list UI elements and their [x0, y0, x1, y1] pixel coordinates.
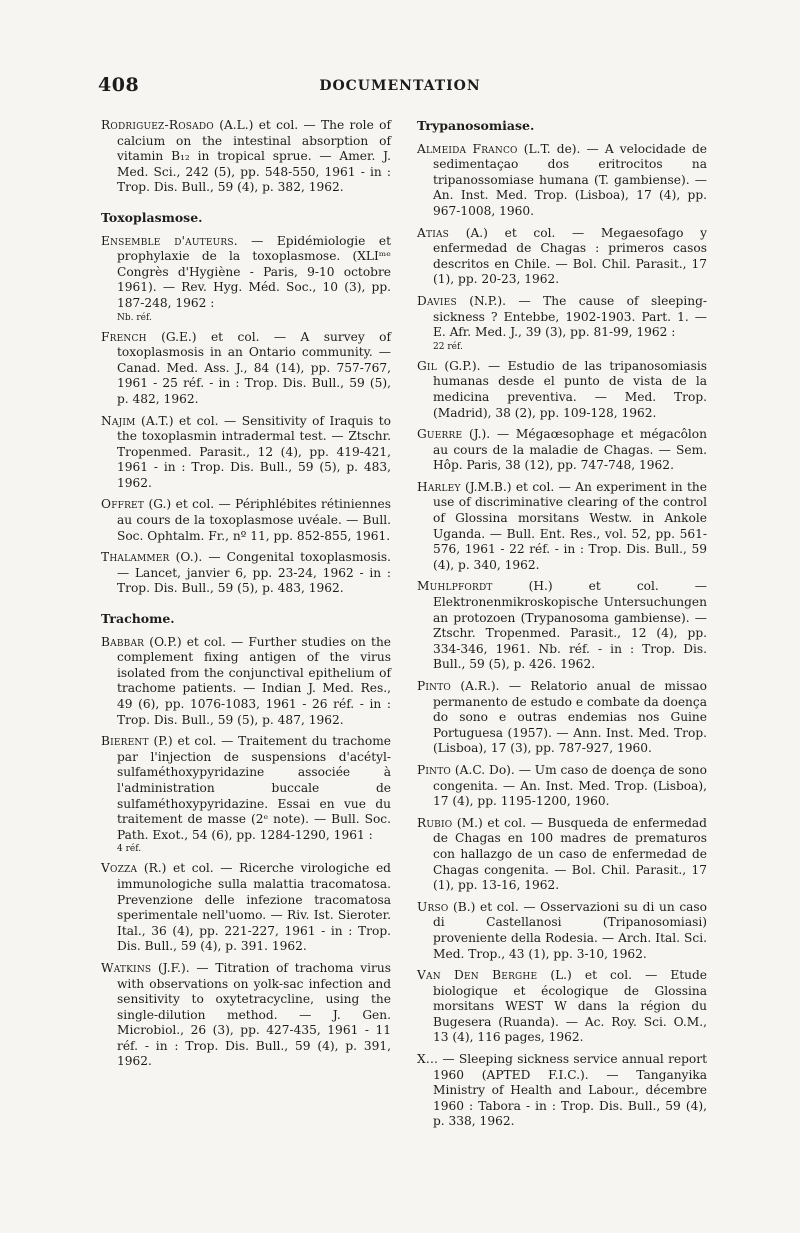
bibliography-entry	[101, 118, 391, 196]
entry-author: Ensemble d'auteurs	[101, 233, 234, 248]
running-title: DOCUMENTATION	[319, 78, 481, 94]
bibliography-entry	[417, 294, 707, 353]
entry-citation: — Sleeping sickness service annual report 1960 (APTED F.I.C.). — Tanganyika Ministry of Health and Labour., décembre 1960 : Tabora - in : Trop. Dis. Bull., 59 (4), p. 338, 1962.	[433, 1052, 707, 1129]
entry-author: Gil	[417, 358, 437, 373]
bibliography-entry	[417, 968, 707, 1046]
bibliography-entry	[101, 961, 391, 1070]
section-heading: Trypanosomiase.	[417, 118, 535, 133]
entry-author: X...	[417, 1052, 439, 1067]
bibliography-entry	[417, 142, 707, 220]
page-number: 408	[98, 74, 140, 96]
entry-author: Offret	[101, 497, 145, 512]
entry-author: Vozza	[101, 861, 138, 876]
entry-author: Bierent	[101, 734, 149, 749]
entry-reference-note: Nb. réf.	[117, 312, 152, 323]
entry-author: Pinto	[417, 679, 452, 693]
section-heading: Toxoplasmose.	[101, 209, 203, 225]
entry-citation: (G.) et col. — Périphlébites rétiniennes au cours de la toxoplasmose uvéale. — Bull. Soc. Ophtalm. Fr., nº 11, pp. 852-855, 1961.	[117, 497, 391, 543]
bibliography-entry	[417, 763, 707, 810]
entry-author: Harley	[417, 479, 461, 494]
entry-citation: (P.) et col. — Traitement du trachome par l'injection de suspensions d'acétyl-sulfaméthoxypyridazine associée à l'administration buccale de sulfaméthoxypyridazine. Essai en vue du traitement de masse (2ᵉ note). — Bull. Soc. Path. Exot., 54 (6), pp. 1284-1290, 1961 :	[117, 734, 391, 842]
entry-citation: (J.). — Mégaœsophage et mégacôlon au cours de la maladie de Chagas. — Sem. Hôp. Paris, 38 (12), pp. 747-748, 1962.	[433, 427, 707, 473]
section-heading: Trachome.	[101, 611, 175, 627]
bibliography-entry	[101, 635, 391, 729]
entry-citation: (J.F.). — Titration of trachoma virus with observations on yolk-sac infection and sensitivity to oxytetracycline, using the single-dilution method. — J. Gen. Microbiol., 26 (3), pp. 427-435, 1961 - 11 réf. - in : Trop. Dis. Bull., 59 (4), p. 391, 1962.	[117, 960, 391, 1069]
bibliography-entry	[101, 861, 391, 955]
bibliography-entry	[101, 497, 391, 544]
bibliography-entry	[101, 330, 391, 408]
left-column	[101, 118, 391, 1076]
entry-author: Urso	[417, 899, 449, 914]
entry-author: Watkins	[101, 960, 152, 975]
entry-author: Almeida Franco	[417, 141, 518, 156]
bibliography-entry	[417, 359, 707, 421]
right-column	[417, 118, 707, 1136]
bibliography-entry	[101, 234, 391, 324]
entry-author: Najim	[101, 413, 136, 428]
entry-author: Thalammer	[101, 550, 170, 565]
bibliography-entry	[417, 679, 707, 757]
entry-citation: (A.) et col. — Megaesofago y enfermedad de Chagas : primeros casos descritos en Chile. — Bol. Chil. Parasit., 17 (1), pp. 20-23, 1962.	[433, 225, 707, 287]
bibliography-entry	[101, 734, 391, 855]
entry-citation: (N.P.). — The cause of sleeping-sickness ? Entebbe, 1902-1903. Part. 1. — E. Afr. Med. J., 39 (3), pp. 81-99, 1962 :	[433, 293, 707, 340]
entry-author: French	[101, 329, 147, 344]
entry-author: Davies	[417, 293, 457, 308]
bibliography-entry	[417, 1052, 707, 1130]
entry-citation: (O.P.) et col. — Further studies on the complement fixing antigen of the virus isolated from the conjunctival epithelium of trachome patients. — Indian J. Med. Res., 49 (6), pp. 1076-1083, 1961 - 26 réf. - in : Trop. Dis. Bull., 59 (5), p. 487, 1962.	[117, 634, 391, 727]
entry-citation: (G.P.). — Estudio de las tripanosomiasis humanas desde el punto de vista de la medicina preventiva. — Med. Trop. (Madrid), 38 (2), pp. 109-128, 1962.	[433, 358, 707, 420]
entry-author: Babbar	[101, 634, 145, 649]
entry-reference-note: 22 réf.	[433, 341, 463, 352]
entry-citation: (A.T.) et col. — Sensitivity of Iraquis to the toxoplasmin intradermal test. — Ztschr. Tropenmed. Parasit., 12 (4), pp. 419-421, 1961 - in : Trop. Dis. Bull., 59 (5), p. 483, 1962.	[117, 413, 391, 490]
entry-citation: (J.M.B.) et col. — An experiment in the use of discriminative clearing of the control of Glossina morsitans Westw. in Ankole Uganda. — Bull. Ent. Res., vol. 52, pp. 561-576, 1961 - 22 réf. - in : Trop. Dis. Bull., 59 (4), p. 340, 1962.	[433, 479, 707, 572]
entry-reference-note: 4 réf.	[117, 844, 142, 855]
bibliography-entry	[417, 480, 707, 574]
bibliography-entry	[101, 550, 391, 597]
entry-author: Van Den Berghe	[417, 968, 538, 983]
entry-author: Atias	[417, 225, 450, 240]
entry-citation: (L.) et col. — Etude biologique et écologique de Glossina morsitans WEST W dans la région du Bugesera (Ruanda). — Ac. Roy. Sci. O.M., 13 (4), 116 pages, 1962.	[433, 968, 707, 1045]
entry-citation: (A.L.) et col. — The role of calcium on the intestinal absorption of vitamin B₁₂ in tropical sprue. — Amer. J. Med. Sci., 242 (5), pp. 548-550, 1961 - in : Trop. Dis. Bull., 59 (4), p. 382, 1962.	[117, 118, 391, 195]
entry-citation: (M.) et col. — Busqueda de enfermedad de Chagas en 100 madres de prematuros con hallazgo de un caso de enfermedad de Chagas congenita. — Bol. Chil. Parasit., 17 (1), pp. 13-16, 1962.	[433, 815, 707, 893]
bibliography-entry	[417, 816, 707, 894]
entry-author: Rubio	[417, 815, 453, 830]
bibliography-entry	[417, 900, 707, 962]
entry-citation: (H.) et col. — Elektronenmikroskopische Untersuchungen an protozoen (Trypanosoma gambiense). — Ztschr. Tropenmed. Parasit., 12 (4), pp. 334-346, 1961. Nb. réf. - in : Trop. Dis. Bull., 59 (5), p. 426. 1962.	[433, 579, 707, 672]
entry-citation: (A.C. Do). — Um caso de doença de sono congenita. — An. Inst. Med. Trop. (Lisboa), 17 (4), pp. 1195-1200, 1960.	[433, 762, 707, 809]
bibliography-entry	[101, 414, 391, 492]
bibliography-entry	[417, 427, 707, 474]
entry-citation: (B.) et col. — Osservazioni su di un caso di Castellanosi (Tripanosomiasi) proveniente della Rodesia. — Arch. Ital. Sci. Med. Trop., 43 (1), pp. 3-10, 1962.	[433, 899, 707, 961]
entry-author: Muhlpfordt	[417, 579, 493, 594]
entry-citation: (R.) et col. — Ricerche virologiche ed immunologiche sulla malattia tracomatosa. Prevenzione delle infezione tracomatosa sperimentale nell'uomo. — Riv. Ist. Sieroter. Ital., 36 (4), pp. 221-227, 1961 - in : Trop. Dis. Bull., 59 (4), p. 391. 1962.	[117, 861, 391, 954]
entry-citation: (A.R.). — Relatorio anual de missao permanento de estudo e combate da doença do sono e outras endemias nos Guine Portuguesa (1957). — Ann. Inst. Med. Trop. (Lisboa), 17 (3), pp. 787-927, 1960.	[433, 679, 707, 756]
entry-citation: (G.E.) et col. — A survey of toxoplasmosis in an Ontario community. — Canad. Med. Ass. J., 84 (14), pp. 757-767, 1961 - 25 réf. - in : Trop. Dis. Bull., 59 (5), p. 482, 1962.	[117, 329, 391, 406]
entry-author: Rodriguez-Rosado	[101, 118, 214, 132]
bibliography-entry	[417, 226, 707, 288]
entry-citation: (O.). — Congenital toxoplasmosis. — Lancet, janvier 6, pp. 23-24, 1962 - in : Trop. Dis. Bull., 59 (5), p. 483, 1962.	[117, 550, 391, 596]
bibliography-entry	[417, 579, 707, 673]
entry-author: Guerre	[417, 427, 463, 442]
entry-author: Pinto	[417, 762, 452, 777]
entry-citation: . — Epidémiologie et prophylaxie de la toxoplasmose. (XLIᵐᵉ Congrès d'Hygiène - Paris, 9-10 octobre 1961). — Rev. Hyg. Méd. Soc., 10 (3), pp. 187-248, 1962 :	[117, 233, 392, 310]
entry-citation: (L.T. de). — A velocidade de sedimentaçao dos eritrocitos na tripanossomiase humana (T. gambiense). — An. Inst. Med. Trop. (Lisboa), 17 (4), pp. 967-1008, 1960.	[433, 141, 707, 218]
